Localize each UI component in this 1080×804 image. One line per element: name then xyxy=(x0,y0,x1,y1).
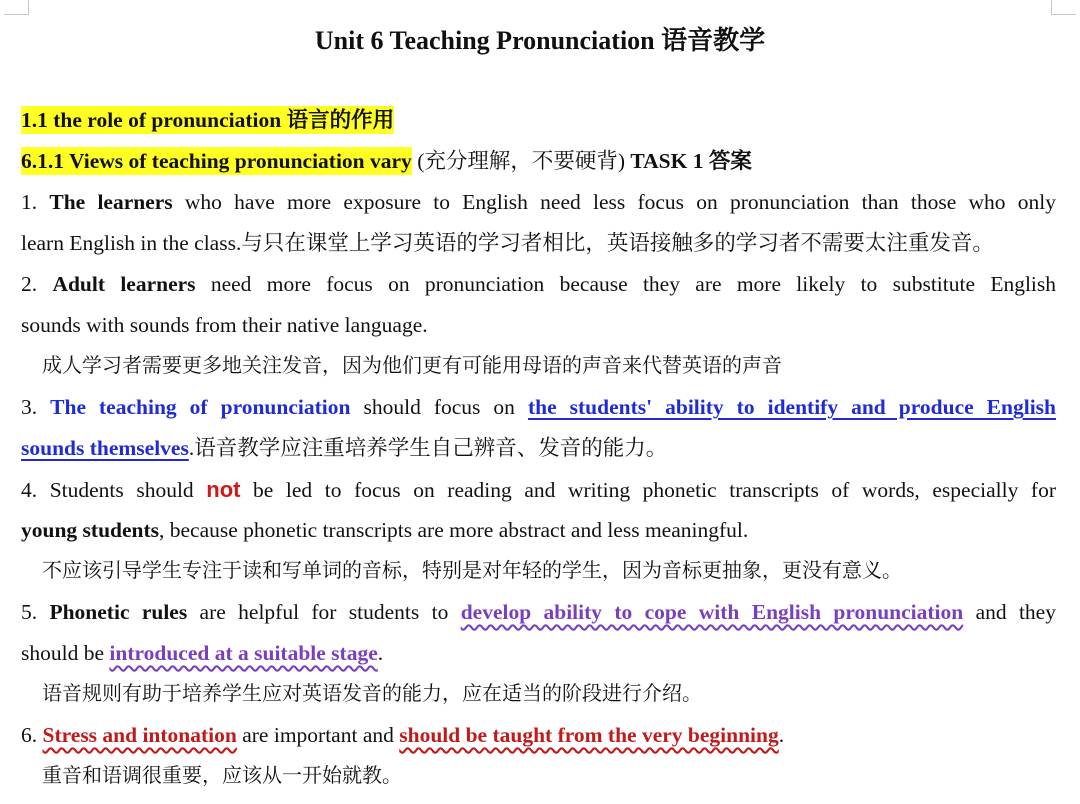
item-2-translation: 成人学习者需要更多地关注发音，因为他们更有可能用母语的声音来代替英语的声音 xyxy=(42,355,782,377)
item-1-line-1: 1. The learners who have more exposure to English need less focus on pronunciation than those who only xyxy=(21,190,1056,214)
document-title: Unit 6 Teaching Pronunciation 语音教学 xyxy=(314,26,766,55)
item-5-emphasis-2: introduced at a suitable stage xyxy=(109,641,378,665)
item-4-not-emphasis: not xyxy=(206,477,241,502)
item-6-emphasis-1: Stress and intonation xyxy=(42,723,237,747)
item-4-line-1: 4. Students should not be led to focus on reading and writing phonetic transcripts of words, especially for xyxy=(21,477,1056,502)
item-1-key-term: The learners xyxy=(49,190,173,214)
item-2-key-term: Adult learners xyxy=(52,272,196,296)
section-heading xyxy=(21,100,1056,141)
page-corner-mark xyxy=(1051,0,1076,15)
document-body xyxy=(21,100,1056,797)
item-4-translation: 不应该引导学生专注于读和写单词的音标，特别是对年轻的学生，因为音标更抽象，更没有意义。 xyxy=(42,560,902,582)
item-2-line-1: 2. Adult learners need more focus on pronunciation because they are more likely to substitute English xyxy=(21,272,1056,296)
item-2-line-2: sounds with sounds from their native language. xyxy=(21,313,428,337)
item-3-key-term: The teaching of pronunciation xyxy=(50,395,351,419)
item-5-translation: 语音规则有助于培养学生应对英语发音的能力，应在适当的阶段进行介绍。 xyxy=(42,683,702,705)
item-4-key-term: young students xyxy=(21,518,160,542)
item-5-line-2: should be introduced at a suitable stage. xyxy=(21,641,384,665)
item-3-line-2: sounds themselves.语音教学应注重培养学生自己辨音、发音的能力。 xyxy=(21,436,668,460)
item-3-emphasis-cont: sounds themselves xyxy=(21,436,189,460)
item-3-line-1: 3. The teaching of pronunciation should focus on the students' ability to identify and produce English xyxy=(21,395,1056,419)
subheading-note: (充分理解，不要硬背) xyxy=(411,149,631,173)
page-corner-mark xyxy=(4,0,29,15)
item-5-key-term: Phonetic rules xyxy=(49,600,188,624)
highlighted-heading: 1.1 the role of pronunciation 语言的作用 xyxy=(21,108,395,132)
subsection-heading xyxy=(21,141,1056,182)
item-3-emphasis: the students' ability to identify and produce English xyxy=(527,395,1056,419)
item-4-line-2: young students, because phonetic transcripts are more abstract and less meaningful. xyxy=(21,518,749,542)
highlighted-subheading: 6.1.1 Views of teaching pronunciation vary xyxy=(21,149,412,173)
item-5-emphasis-1: develop ability to cope with English pronunciation xyxy=(460,600,964,624)
task-label: TASK 1 答案 xyxy=(630,149,752,173)
item-6-emphasis-2: should be taught from the very beginning xyxy=(399,723,779,747)
item-5-line-1: 5. Phonetic rules are helpful for students to develop ability to cope with English pronunciation and they xyxy=(21,600,1056,624)
item-1-line-2: learn English in the class.与只在课堂上学习英语的学习者相比，英语接触多的学习者不需要太注重发音。 xyxy=(21,231,994,255)
item-6-line-1: 6. Stress and intonation are important and should be taught from the very beginning. xyxy=(21,723,785,747)
item-6-translation: 重音和语调很重要，应该从一开始就教。 xyxy=(42,765,402,787)
